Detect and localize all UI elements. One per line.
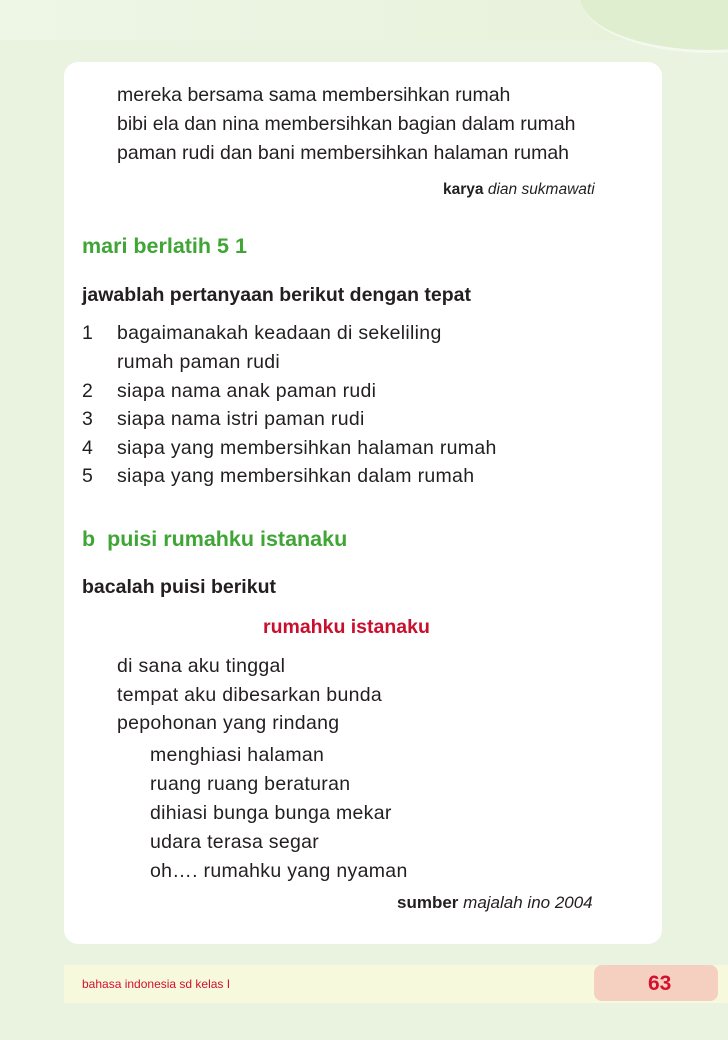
poem-source (397, 893, 593, 913)
poem-line: paman rudi dan bani membersihkan halaman rumah (117, 142, 570, 164)
poem-line: mereka bersama sama membersihkan rumah (117, 84, 511, 106)
exercise-heading: mari berlatih 5 1 (82, 234, 247, 258)
page-number: 63 (648, 972, 672, 995)
poem-title: rumahku istanaku (263, 616, 430, 638)
poem-line: bibi ela dan nina membersihkan bagian dalam rumah (117, 113, 576, 135)
poem-credit (443, 181, 595, 199)
question-number: 4 (82, 437, 94, 459)
question-number: 1 (82, 322, 94, 344)
poem-line: udara terasa segar (150, 831, 320, 853)
exercise-instruction: jawablah pertanyaan berikut dengan tepat (82, 284, 472, 306)
section-b-instruction: bacalah puisi berikut (82, 576, 276, 598)
question-text: bagaimanakah keadaan di sekeliling (117, 322, 442, 344)
question-text: siapa yang membersihkan halaman rumah (117, 437, 497, 459)
source-label: sumber (397, 893, 459, 912)
poem-line: di sana aku tinggal (117, 655, 286, 677)
question-number: 3 (82, 408, 94, 430)
poem-line: dihiasi bunga bunga mekar (150, 802, 392, 824)
question-text: siapa yang membersihkan dalam rumah (117, 465, 475, 487)
poem-line: ruang ruang beraturan (150, 773, 351, 795)
question-number: 5 (82, 465, 94, 487)
question-number: 2 (82, 380, 94, 402)
question-text: siapa nama anak paman rudi (117, 380, 377, 402)
poem-line: oh…. rumahku yang nyaman (150, 860, 408, 882)
credit-label: karya (443, 181, 484, 198)
poem-line: tempat aku dibesarkan bunda (117, 684, 383, 706)
credit-author: dian sukmawati (487, 181, 595, 198)
question-text: siapa nama istri paman rudi (117, 408, 365, 430)
poem-line: menghiasi halaman (150, 744, 325, 766)
question-text: rumah paman rudi (117, 351, 281, 373)
poem-line: pepohonan yang rindang (117, 712, 340, 734)
section-b-heading: b puisi rumahku istanaku (82, 527, 348, 551)
top-decorative-curve (580, 0, 728, 53)
footer-book-title: bahasa indonesia sd kelas I (82, 977, 231, 991)
source-text: majalah ino 2004 (463, 893, 593, 912)
